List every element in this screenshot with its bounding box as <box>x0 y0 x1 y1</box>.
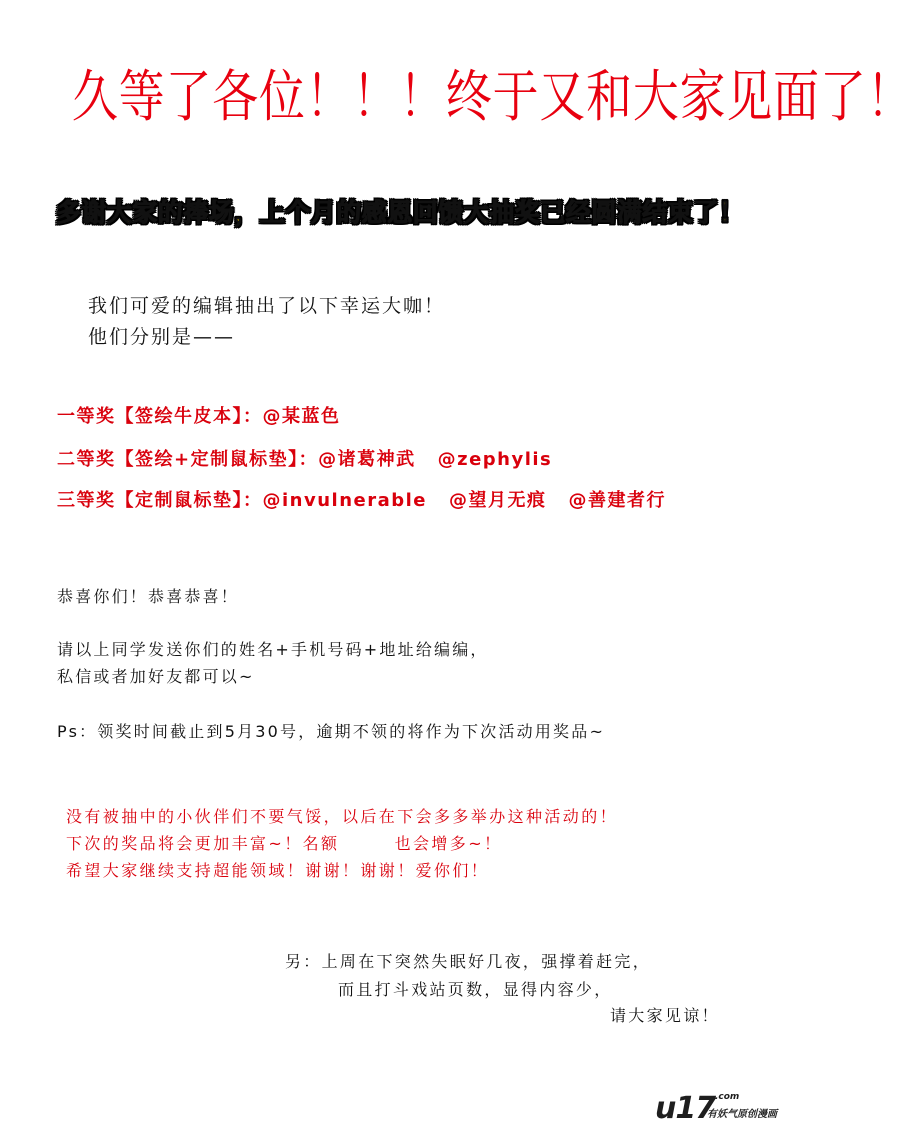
red-note-line-1: 没有被抽中的小伙伴们不要气馁，以后在下会多多举办这种活动的！ <box>66 807 619 826</box>
red-note-line-2: 下次的奖品将会更加丰富~！名额 也会增多~！ <box>66 834 503 853</box>
request-line-1: 请以上同学发送你们的姓名+手机号码+地址给编编， <box>57 640 489 659</box>
u17-logo <box>655 1090 795 1126</box>
prize-first-label: 一等奖【签绘牛皮本】： <box>57 406 263 427</box>
prize-second-winner-2: @zephylis <box>437 449 553 470</box>
prize-third <box>57 486 688 516</box>
prize-second-winner-1: @诸葛神武 <box>318 449 416 470</box>
congrats-text: 恭喜你们！恭喜恭喜！ <box>57 587 240 606</box>
subtitle-banner: 多谢大家的捧场，上个月的感恩回馈大抽奖已经圆满结束了！ <box>55 198 745 227</box>
logo-tagline: 有妖气原创漫画 <box>707 1109 777 1120</box>
prize-third-winner-1: @invulnerable <box>262 490 428 511</box>
ps-note: Ps：领奖时间截止到5月30号，逾期不领的将作为下次活动用奖品~ <box>57 722 606 741</box>
intro-line-2: 他们分别是—— <box>88 326 236 348</box>
intro-line-1: 我们可爱的编辑抽出了以下幸运大咖！ <box>88 295 446 317</box>
red-note-line-3: 希望大家继续支持超能领域！谢谢！谢谢！爱你们！ <box>66 861 490 880</box>
prize-second-label: 二等奖【签绘+定制鼠标垫】： <box>57 449 319 470</box>
prize-first <box>57 402 363 432</box>
prize-first-winner-1: @某蓝色 <box>262 406 341 427</box>
request-line-2: 私信或者加好友都可以~ <box>57 667 255 686</box>
prize-third-label: 三等奖【定制鼠标垫】： <box>57 490 263 511</box>
logo-domain: .com <box>715 1092 740 1102</box>
page-title: 久等了各位！！！终于又和大家见面了！ <box>72 65 913 130</box>
prize-third-winner-3: @善建者行 <box>568 490 667 511</box>
logo-brand: u17 <box>655 1091 716 1126</box>
postscript-line-3: 请大家见谅！ <box>610 1006 720 1025</box>
prize-third-winner-2: @望月无痕 <box>449 490 547 511</box>
postscript-line-2: 而且打斗戏站页数，显得内容少， <box>338 980 613 999</box>
postscript-line-1: 另：上周在下突然失眠好几夜，强撑着赶完， <box>285 952 652 971</box>
prize-second <box>57 445 574 475</box>
